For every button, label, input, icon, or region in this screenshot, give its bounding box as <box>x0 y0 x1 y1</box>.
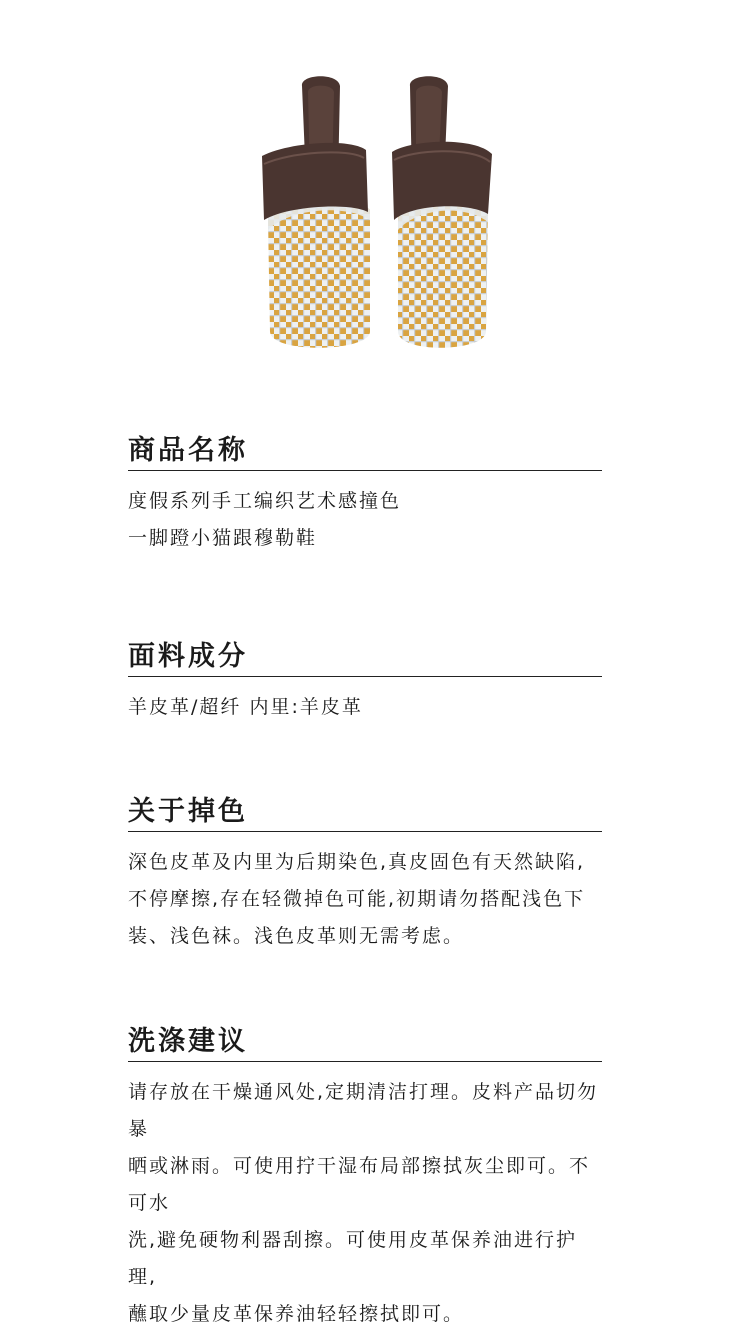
fading-section <box>128 795 602 955</box>
product-name-heading: 商品名称 <box>128 435 248 466</box>
fading-text: 深色皮革及内里为后期染色,真皮固色有天然缺陷, 不停摩擦,存在轻微掉色可能,初期请勿搭配浅色下 装、浅色袜。浅色皮革则无需考虑。 <box>128 851 586 947</box>
care-heading: 洗涤建议 <box>128 1026 248 1057</box>
product-name-text: 度假系列手工编织艺术感撞色 一脚蹬小猫跟穆勒鞋 <box>128 490 402 549</box>
right-shoe <box>392 76 492 348</box>
care-section <box>128 1025 602 1333</box>
mule-sandals-illustration <box>250 70 500 360</box>
care-text: 请存放在干燥通风处,定期清洁打理。皮料产品切勿暴 晒或淋雨。可使用拧干湿布局部擦拭灰尘即可。不可水 洗,避免硬物利器刮擦。可使用皮革保养油进行护理, 蘸取少量皮革保养油轻轻擦拭即可。 <box>128 1081 599 1325</box>
material-text: 羊皮革/超纤 内里:羊皮革 <box>128 696 363 718</box>
material-section <box>128 640 602 726</box>
divider <box>128 470 602 471</box>
fading-heading: 关于掉色 <box>128 796 248 827</box>
product-image <box>250 70 500 360</box>
material-heading: 面料成分 <box>128 641 248 672</box>
left-shoe <box>262 76 370 348</box>
divider <box>128 831 602 832</box>
divider <box>128 676 602 677</box>
product-name-section <box>128 434 602 557</box>
divider <box>128 1061 602 1062</box>
